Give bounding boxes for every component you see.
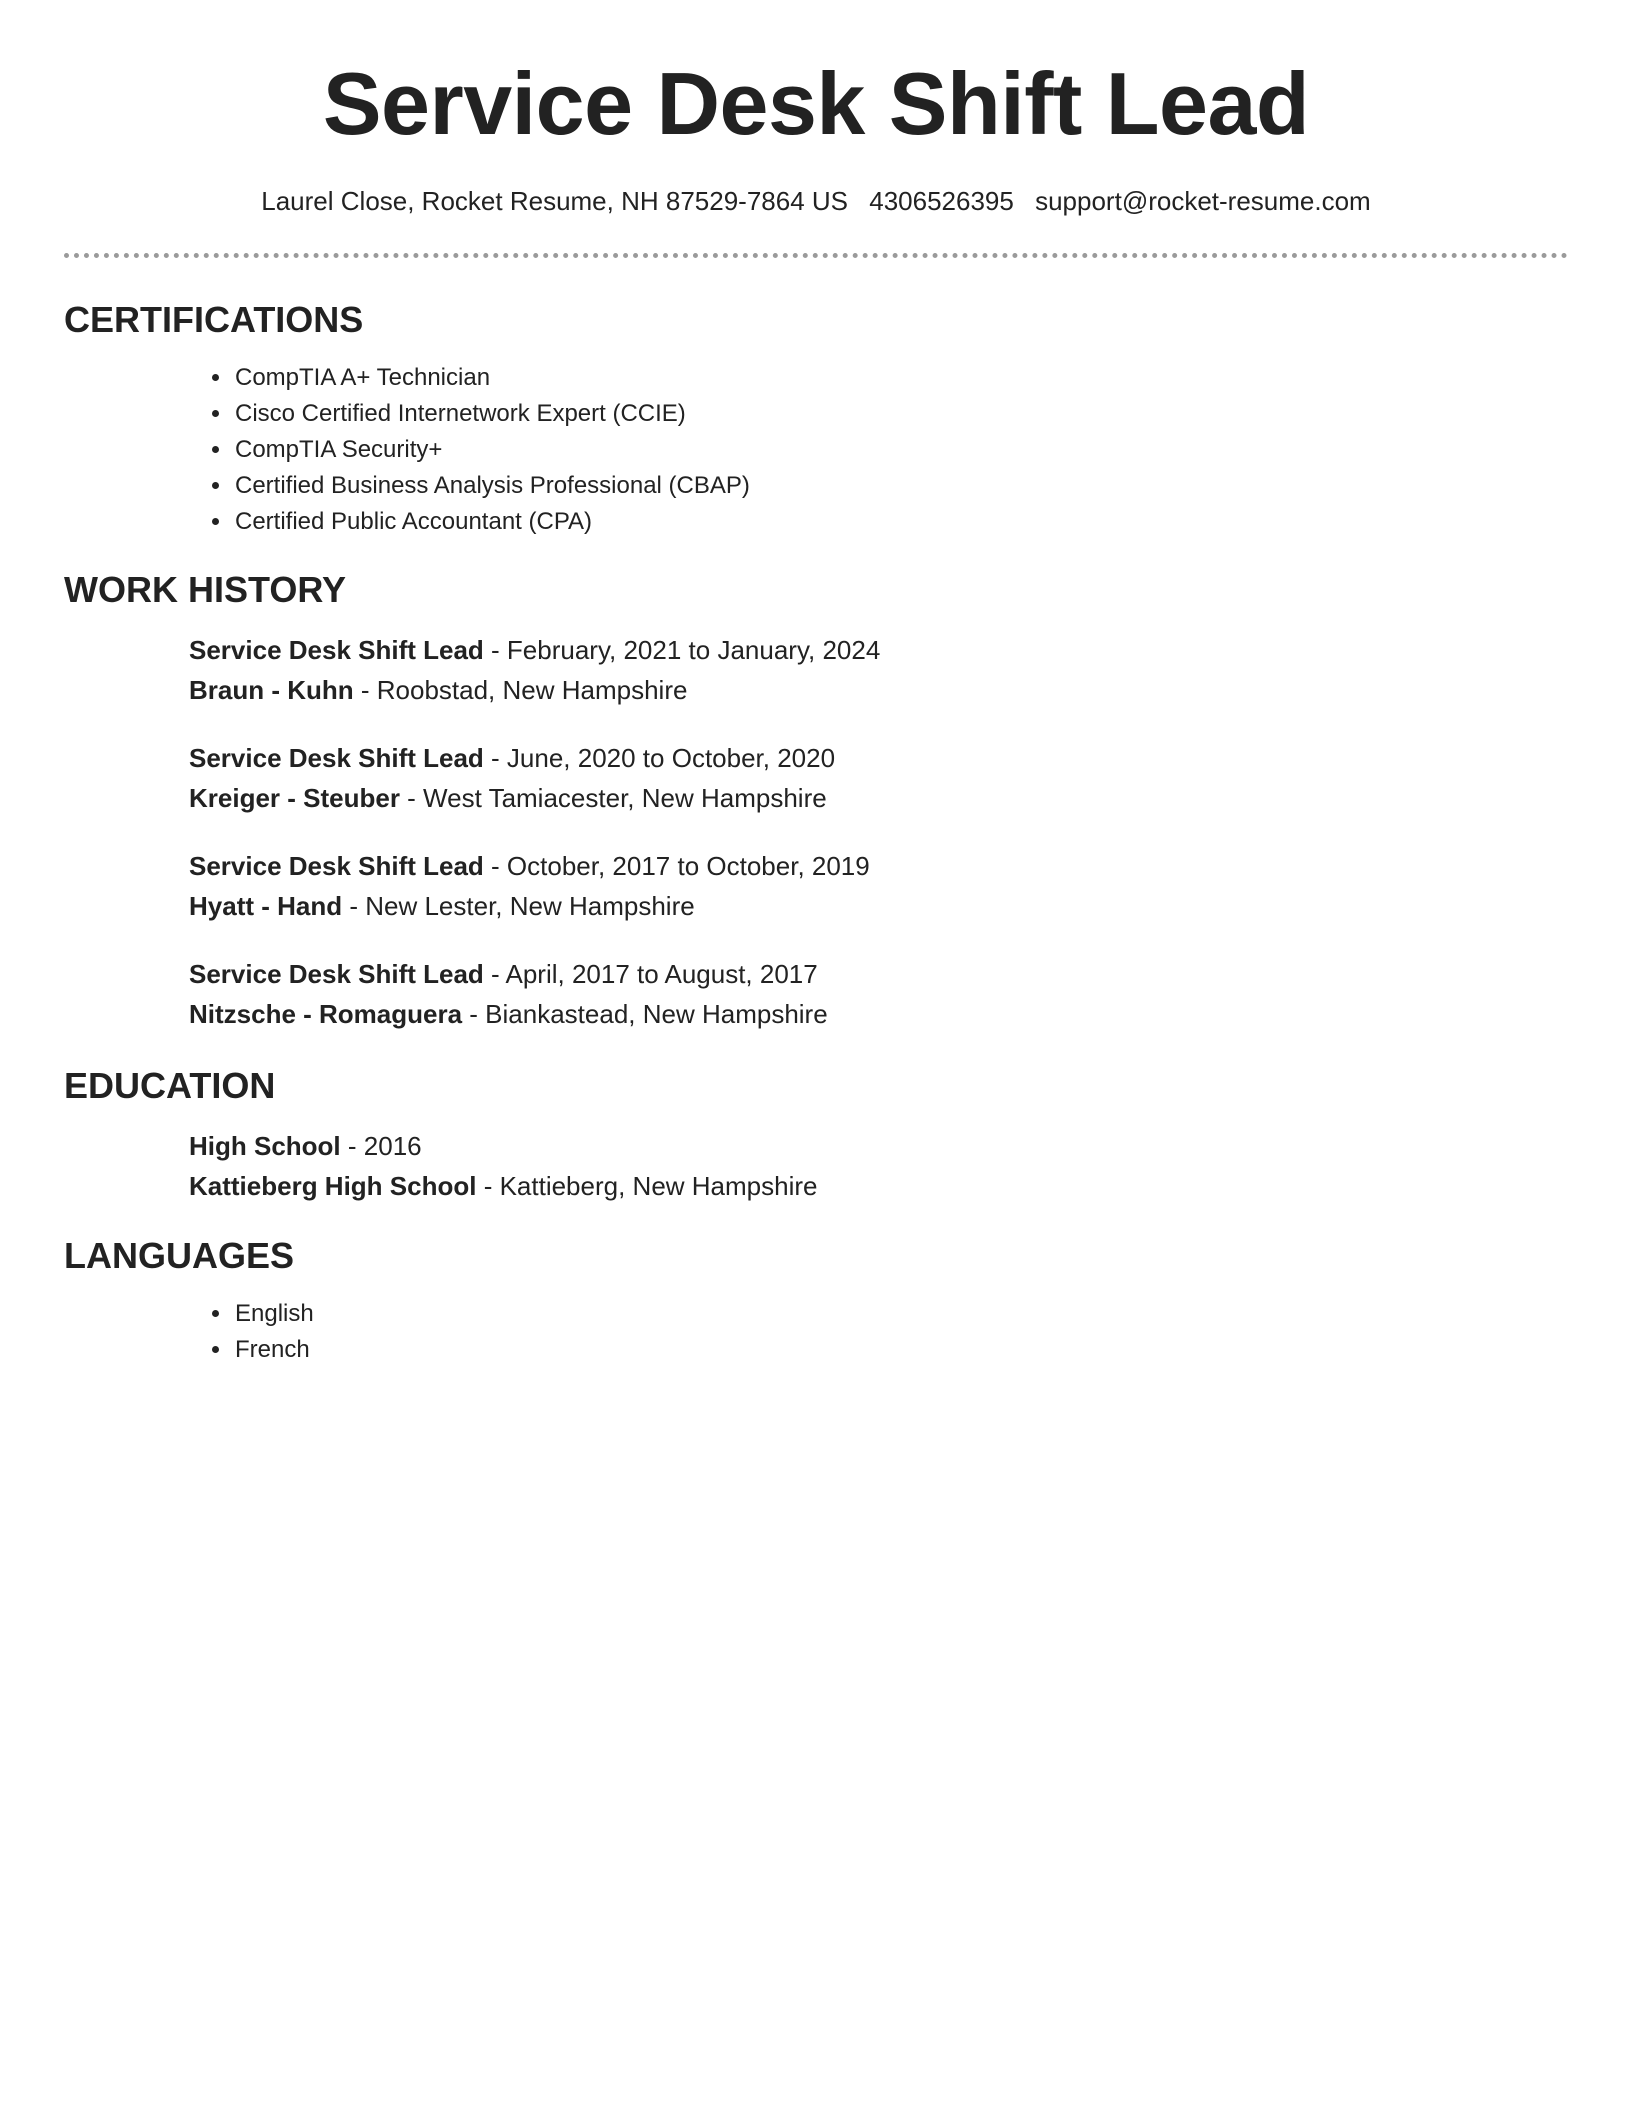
job-dates: - October, 2017 to October, 2019 — [483, 851, 870, 881]
degree: High School — [189, 1131, 341, 1161]
job-company: Nitzsche - Romaguera — [189, 999, 463, 1029]
education-entry — [189, 1126, 1568, 1206]
job-title-line — [189, 738, 1568, 778]
school-line — [189, 1166, 1568, 1206]
job-dates: - June, 2020 to October, 2020 — [483, 743, 836, 773]
job-entry — [189, 846, 1568, 926]
job-company-line — [189, 886, 1568, 926]
resume-header — [64, 0, 1568, 218]
school-location: - Kattieberg, New Hampshire — [476, 1171, 818, 1201]
job-title-line — [189, 954, 1568, 994]
contact-line — [64, 184, 1568, 218]
job-role: Service Desk Shift Lead — [189, 635, 484, 665]
education-list — [64, 1126, 1568, 1206]
job-title-line — [189, 630, 1568, 670]
job-role: Service Desk Shift Lead — [189, 851, 484, 881]
job-title-line — [189, 846, 1568, 886]
list-item: • CompTIA Security+ — [233, 432, 1568, 468]
job-company-line — [189, 670, 1568, 710]
section-title-education: EDUCATION — [64, 1065, 276, 1106]
work-history-section — [64, 568, 1568, 1034]
certifications-section — [64, 298, 1568, 540]
list-item: • Certified Public Accountant (CPA) — [233, 504, 1568, 540]
list-item: • French — [233, 1332, 1568, 1368]
job-role: Service Desk Shift Lead — [189, 959, 484, 989]
job-company-line — [189, 778, 1568, 818]
job-entry — [189, 630, 1568, 710]
section-title-work-history: WORK HISTORY — [64, 569, 347, 610]
list-item: • CompTIA A+ Technician — [233, 360, 1568, 396]
degree-line — [189, 1126, 1568, 1166]
job-role: Service Desk Shift Lead — [189, 743, 484, 773]
job-location: - New Lester, New Hampshire — [342, 891, 695, 921]
job-location: - Roobstad, New Hampshire — [353, 675, 688, 705]
job-company: Kreiger - Steuber — [189, 783, 400, 813]
job-location: - West Tamiacester, New Hampshire — [399, 783, 827, 813]
phone: 4306526395 — [869, 186, 1014, 216]
list-item: • Cisco Certified Internetwork Expert (CCIE) — [233, 396, 1568, 432]
header-divider — [64, 253, 1568, 258]
job-dates: - April, 2017 to August, 2017 — [483, 959, 818, 989]
school-name: Kattieberg High School — [189, 1171, 477, 1201]
list-item: • English — [233, 1296, 1568, 1332]
job-company: Braun - Kuhn — [189, 675, 354, 705]
job-dates: - February, 2021 to January, 2024 — [483, 635, 881, 665]
work-history-list — [64, 630, 1568, 1034]
section-title-certifications: CERTIFICATIONS — [64, 299, 364, 340]
job-company: Hyatt - Hand — [189, 891, 343, 921]
languages-list — [64, 1296, 1568, 1368]
job-location: - Biankastead, New Hampshire — [462, 999, 828, 1029]
email: support@rocket-resume.com — [1035, 186, 1371, 216]
certifications-list — [64, 360, 1568, 540]
job-company-line — [189, 994, 1568, 1034]
graduation-year: - 2016 — [340, 1131, 422, 1161]
candidate-name: Service Desk Shift Lead — [322, 54, 1310, 153]
address: Laurel Close, Rocket Resume, NH 87529-7864 US — [261, 186, 849, 216]
job-entry — [189, 954, 1568, 1034]
section-title-languages: LANGUAGES — [64, 1235, 295, 1276]
job-entry — [189, 738, 1568, 818]
education-section — [64, 1064, 1568, 1206]
languages-section — [64, 1234, 1568, 1368]
list-item: • Certified Business Analysis Professional (CBAP) — [233, 468, 1568, 504]
